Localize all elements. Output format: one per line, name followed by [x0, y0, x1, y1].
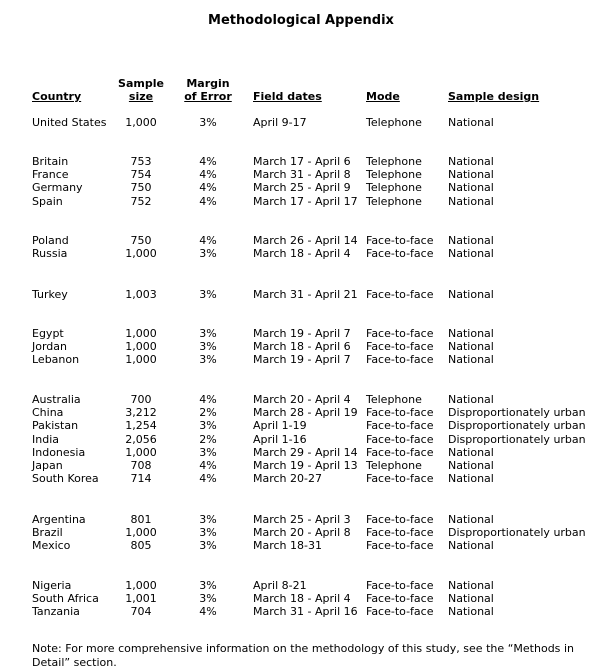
cell-mode: Face-to-face [366, 472, 434, 486]
cell-sample-size: 1,000 [125, 116, 157, 129]
cell-margin-of-error: 4% [199, 194, 217, 208]
cell-mode: Telephone [366, 393, 422, 406]
header-sample-size [111, 77, 171, 103]
cell-mode: Telephone [366, 181, 422, 195]
cell-sample-size: 805 [130, 539, 152, 553]
cell-field-dates: March 18-31 [253, 539, 322, 553]
cell-margin-of-error: 3% [199, 513, 217, 526]
cell-margin-of-error: 4% [199, 155, 217, 168]
cell-country: Egypt [32, 327, 64, 340]
header-country-label: Country [32, 90, 82, 103]
cell-field-dates: March 26 - April 14 [253, 234, 358, 247]
cell-field-dates: March 25 - April 3 [253, 513, 351, 526]
cell-sample-design: Disproportionately urban [448, 526, 586, 540]
cell-sample-design: National [448, 539, 494, 553]
cell-country: Japan [32, 459, 63, 472]
cell-sample-size: 750 [130, 181, 152, 195]
footnote: Note: For more comprehensive information on the methodology of this study, see the “Methods in Detail” section. [32, 642, 574, 669]
cell-field-dates: March 25 - April 9 [253, 181, 351, 195]
cell-mode: Face-to-face [366, 327, 434, 340]
cell-sample-size: 801 [130, 513, 152, 526]
cell-margin-of-error: 4% [199, 605, 217, 619]
cell-mode: Face-to-face [366, 539, 434, 553]
cell-field-dates: March 28 - April 19 [253, 406, 358, 420]
cell-field-dates: March 19 - April 7 [253, 327, 351, 340]
cell-margin-of-error: 3% [199, 592, 217, 606]
cell-margin-of-error: 4% [199, 234, 217, 247]
header-margin-line1: Margin [186, 77, 230, 90]
cell-field-dates: April 8-21 [253, 579, 307, 592]
cell-margin-of-error: 3% [199, 247, 217, 261]
cell-sample-size: 704 [130, 605, 152, 619]
cell-mode: Telephone [366, 168, 422, 182]
cell-field-dates: March 31 - April 8 [253, 168, 351, 182]
cell-mode: Face-to-face [366, 445, 434, 459]
cell-country: China [32, 406, 64, 420]
cell-sample-design: National [448, 181, 494, 195]
cell-mode: Telephone [366, 155, 422, 168]
cell-field-dates: March 18 - April 4 [253, 247, 351, 261]
cell-field-dates: March 29 - April 14 [253, 445, 358, 459]
header-sample-design [448, 90, 539, 103]
cell-country: Tanzania [32, 605, 80, 619]
cell-sample-size: 750 [130, 234, 152, 247]
cell-mode: Telephone [366, 194, 422, 208]
cell-country: South Korea [32, 472, 99, 486]
cell-mode: Face-to-face [366, 234, 434, 247]
cell-sample-size: 714 [130, 472, 152, 486]
cell-margin-of-error: 2% [199, 432, 217, 446]
cell-mode: Face-to-face [366, 605, 434, 619]
cell-sample-size: 1,000 [125, 526, 157, 540]
cell-field-dates: March 19 - April 13 [253, 459, 358, 472]
cell-country: Russia [32, 247, 68, 261]
cell-mode: Face-to-face [366, 513, 434, 526]
cell-margin-of-error: 4% [199, 459, 217, 472]
cell-sample-design: National [448, 194, 494, 208]
cell-margin-of-error: 3% [199, 116, 217, 129]
cell-country: Britain [32, 155, 69, 168]
cell-field-dates: March 18 - April 6 [253, 340, 351, 354]
cell-field-dates: March 20 - April 8 [253, 526, 351, 540]
cell-country: Poland [32, 234, 69, 247]
cell-mode: Face-to-face [366, 353, 434, 367]
cell-field-dates: March 17 - April 17 [253, 194, 358, 208]
cell-sample-size: 1,001 [125, 592, 157, 606]
cell-sample-size: 754 [130, 168, 152, 182]
cell-sample-design: National [448, 288, 494, 301]
cell-mode: Face-to-face [366, 340, 434, 354]
cell-mode: Face-to-face [366, 247, 434, 261]
cell-sample-design: National [448, 327, 494, 340]
cell-sample-size: 1,000 [125, 340, 157, 354]
cell-sample-size: 1,000 [125, 247, 157, 261]
cell-sample-size: 700 [130, 393, 152, 406]
cell-mode: Telephone [366, 459, 422, 472]
cell-margin-of-error: 4% [199, 181, 217, 195]
cell-margin-of-error: 3% [199, 445, 217, 459]
cell-country: Argentina [32, 513, 86, 526]
page-title: Methodological Appendix [208, 13, 394, 28]
cell-margin-of-error: 3% [199, 419, 217, 433]
cell-country: Pakistan [32, 419, 79, 433]
cell-country: South Africa [32, 592, 99, 606]
cell-country: Germany [32, 181, 83, 195]
cell-sample-design: National [448, 579, 494, 592]
cell-sample-design: National [448, 459, 494, 472]
header-field-dates-label: Field dates [253, 90, 322, 103]
cell-margin-of-error: 3% [199, 327, 217, 340]
cell-field-dates: April 9-17 [253, 116, 307, 129]
cell-sample-design: National [448, 513, 494, 526]
cell-country: Turkey [32, 288, 68, 301]
cell-margin-of-error: 3% [199, 579, 217, 592]
cell-country: France [32, 168, 69, 182]
cell-mode: Face-to-face [366, 288, 434, 301]
cell-mode: Face-to-face [366, 579, 434, 592]
cell-country: Jordan [32, 340, 67, 354]
cell-mode: Face-to-face [366, 526, 434, 540]
cell-sample-size: 3,212 [125, 406, 157, 420]
cell-sample-size: 1,000 [125, 327, 157, 340]
cell-sample-size: 752 [130, 194, 152, 208]
cell-country: Indonesia [32, 445, 86, 459]
cell-country: India [32, 432, 59, 446]
cell-margin-of-error: 3% [199, 539, 217, 553]
cell-sample-size: 1,254 [125, 419, 157, 433]
cell-sample-design: National [448, 234, 494, 247]
cell-margin-of-error: 3% [199, 526, 217, 540]
cell-sample-size: 708 [130, 459, 152, 472]
cell-margin-of-error: 2% [199, 406, 217, 420]
cell-mode: Face-to-face [366, 406, 434, 420]
header-country [32, 90, 81, 103]
header-sample-line2: size [128, 90, 154, 103]
cell-margin-of-error: 4% [199, 472, 217, 486]
header-margin-line2: of Error [184, 90, 232, 103]
cell-sample-design: National [448, 155, 494, 168]
cell-field-dates: March 31 - April 16 [253, 605, 358, 619]
cell-sample-design: National [448, 472, 494, 486]
cell-sample-design: National [448, 353, 494, 367]
cell-margin-of-error: 3% [199, 353, 217, 367]
cell-sample-design: Disproportionately urban [448, 432, 586, 446]
cell-margin-of-error: 3% [199, 340, 217, 354]
header-sample-line1: Sample [118, 77, 164, 90]
cell-country: United States [32, 116, 107, 129]
cell-sample-design: National [448, 340, 494, 354]
cell-mode: Face-to-face [366, 419, 434, 433]
header-sample-design-label: Sample design [448, 90, 540, 103]
cell-margin-of-error: 3% [199, 288, 217, 301]
cell-mode: Face-to-face [366, 592, 434, 606]
cell-sample-design: National [448, 605, 494, 619]
cell-sample-design: National [448, 168, 494, 182]
cell-sample-design: National [448, 247, 494, 261]
cell-sample-size: 753 [130, 155, 152, 168]
cell-sample-design: National [448, 393, 494, 406]
cell-margin-of-error: 4% [199, 168, 217, 182]
header-mode-label: Mode [366, 90, 400, 103]
cell-country: Spain [32, 194, 63, 208]
cell-field-dates: March 17 - April 6 [253, 155, 351, 168]
cell-sample-size: 1,000 [125, 353, 157, 367]
cell-field-dates: March 20 - April 4 [253, 393, 351, 406]
cell-country: Brazil [32, 526, 63, 540]
header-mode [366, 90, 400, 103]
cell-field-dates: April 1-16 [253, 432, 307, 446]
cell-sample-size: 1,003 [125, 288, 157, 301]
cell-margin-of-error: 4% [199, 393, 217, 406]
cell-mode: Face-to-face [366, 432, 434, 446]
cell-field-dates: March 20-27 [253, 472, 322, 486]
cell-field-dates: March 19 - April 7 [253, 353, 351, 367]
cell-field-dates: March 18 - April 4 [253, 592, 351, 606]
cell-mode: Telephone [366, 116, 422, 129]
header-margin-of-error [178, 77, 238, 103]
cell-country: Mexico [32, 539, 71, 553]
cell-sample-design: Disproportionately urban [448, 419, 586, 433]
cell-sample-design: National [448, 592, 494, 606]
cell-field-dates: April 1-19 [253, 419, 307, 433]
cell-sample-design: National [448, 116, 494, 129]
cell-country: Lebanon [32, 353, 80, 367]
cell-country: Nigeria [32, 579, 72, 592]
cell-country: Australia [32, 393, 81, 406]
cell-sample-design: Disproportionately urban [448, 406, 586, 420]
cell-field-dates: March 31 - April 21 [253, 288, 358, 301]
header-field-dates [253, 90, 322, 103]
cell-sample-size: 1,000 [125, 579, 157, 592]
cell-sample-size: 2,056 [125, 432, 157, 446]
cell-sample-size: 1,000 [125, 445, 157, 459]
cell-sample-design: National [448, 445, 494, 459]
